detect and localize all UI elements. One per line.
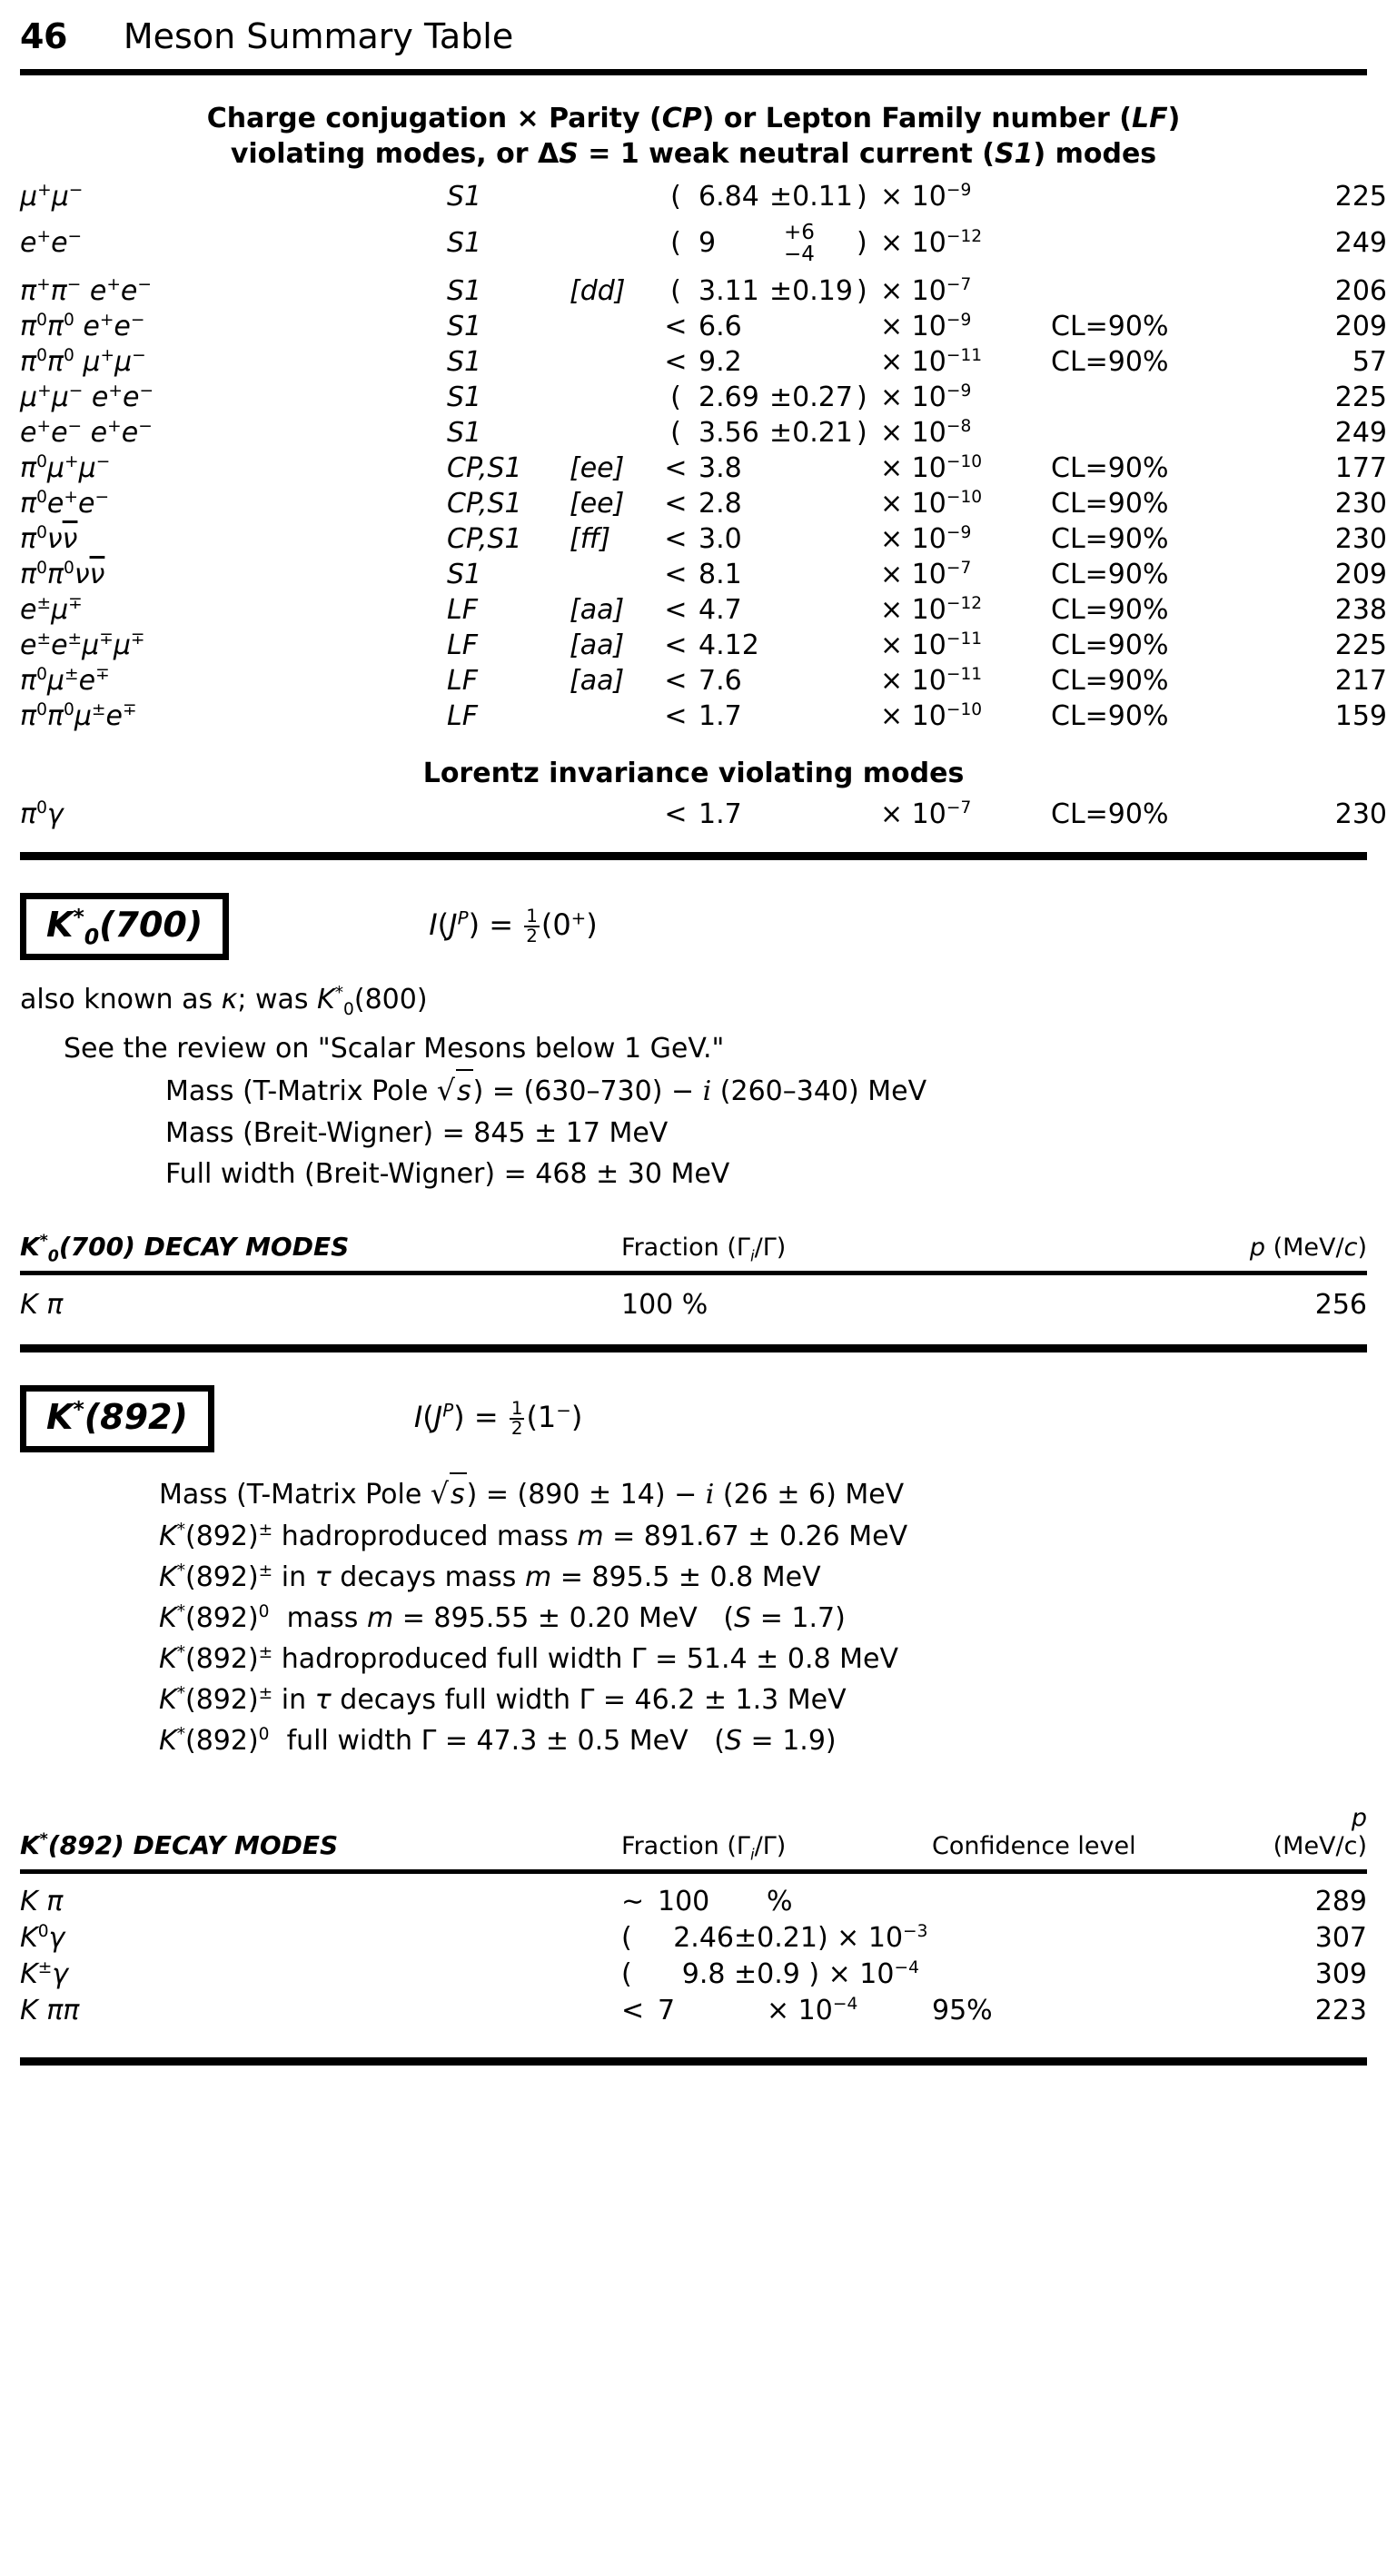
table-row xyxy=(0,663,1387,698)
property-mass-charged-tau: K*(892)± in τ decays mass m = 895.5 ± 0.8 MeV xyxy=(159,1561,821,1594)
table-row xyxy=(0,415,1387,451)
decay-mode: μ+μ− e+e− xyxy=(20,381,154,413)
mode-value: ( 6.84 ±0.11 ) × $10^{-9}$ xyxy=(670,181,972,213)
confidence-level: CL=90% xyxy=(1051,523,1169,555)
table-row xyxy=(0,1885,1387,1921)
column-header-momentum xyxy=(1205,1803,1387,1864)
momentum-value: 309 xyxy=(1314,1958,1367,1991)
table-row xyxy=(0,1288,1387,1324)
mode-bracket xyxy=(570,380,660,415)
mode-tag: S1 xyxy=(447,181,482,213)
decay-mode: $\pi^0\pi^0\nu\overline{\nu}$ xyxy=(20,559,105,590)
decay-mode: K π xyxy=(20,1289,64,1322)
property-mass-pole: Mass (T-Matrix Pole √s) = (630–730) − i (260–340) MeV xyxy=(64,1069,1387,1113)
mode-bracket xyxy=(570,557,660,592)
confidence-level: CL=90% xyxy=(1051,346,1169,378)
momentum-value: 209 xyxy=(1334,311,1387,342)
table-row xyxy=(0,628,1387,663)
k0star700-properties xyxy=(0,1028,1387,1194)
mode-tag: CP,S1 xyxy=(447,488,522,520)
confidence-level xyxy=(931,1885,1205,1921)
momentum-value: 230 xyxy=(1334,488,1387,520)
property-width-charged-hadro: K*(892)± hadroproduced full width Γ = 51.4 ± 0.8 MeV xyxy=(159,1643,898,1676)
mode-value: < $1.7 \times 10^{-10}$ xyxy=(664,700,983,732)
particle-name-box: $K^*_0(700)$ xyxy=(20,893,229,960)
momentum-value: 230 xyxy=(1334,798,1387,830)
mode-bracket xyxy=(570,309,660,344)
table-row xyxy=(0,1921,1387,1957)
table-row xyxy=(0,214,1387,267)
table-row xyxy=(0,380,1387,415)
cp-lf-section-heading: Charge conjugation × Parity (CP) or Lepton Family number (LF) violating modes, or ΔS = 1 weak neutral current (S1) modes xyxy=(206,103,1181,170)
property-width-bw: Full width (Breit-Wigner) = 468 ± 30 MeV xyxy=(165,1158,730,1191)
confidence-level: CL=90% xyxy=(1051,488,1169,520)
column-header-fraction: Fraction $(\Gamma_i/\Gamma)$ xyxy=(621,1832,787,1864)
table-row xyxy=(0,521,1387,557)
momentum-value: 177 xyxy=(1334,452,1387,484)
page-title: Meson Summary Table xyxy=(123,16,514,56)
confidence-level xyxy=(1051,214,1260,267)
mode-value: < $1.7 \times 10^{-7}$ xyxy=(664,798,972,830)
confidence-level: CL=90% xyxy=(1051,798,1169,830)
momentum-value: 159 xyxy=(1334,700,1387,732)
table-row xyxy=(0,179,1387,214)
column-header-decay-modes: $K^*_0(700)$ DECAY MODES xyxy=(20,1232,350,1266)
confidence-level: CL=90% xyxy=(1051,311,1169,342)
decay-mode: $\pi^0\mu^\pm e^\mp$ xyxy=(20,665,110,697)
mode-value: ( 3.56 ±0.21 ) × $10^{-8}$ xyxy=(670,417,972,449)
mode-value: < $2.8 \times 10^{-10}$ xyxy=(664,488,983,520)
k0star700-decay-table xyxy=(0,1288,1387,1324)
decay-mode: K±γ xyxy=(20,1958,69,1991)
quantum-numbers: $I(J^P)$ = $\frac{1}{2}$ (0+) xyxy=(429,906,598,947)
mode-tag xyxy=(447,797,570,832)
table-header-row xyxy=(0,1803,1387,1864)
mode-value: < $3.8 \times 10^{-10}$ xyxy=(664,452,983,484)
mode-bracket: [ee] xyxy=(570,452,625,484)
confidence-level: CL=90% xyxy=(1051,700,1169,732)
mode-bracket xyxy=(570,214,660,267)
momentum-value: 289 xyxy=(1314,1886,1367,1918)
confidence-level: CL=90% xyxy=(1051,665,1169,697)
decay-mode: π+π− e+e− xyxy=(20,275,152,307)
section-divider-rule-2 xyxy=(20,1344,1367,1352)
mode-bracket xyxy=(570,797,660,832)
table-row xyxy=(0,344,1387,380)
confidence-level xyxy=(1051,380,1260,415)
mode-bracket xyxy=(570,698,660,734)
confidence-level: CL=90% xyxy=(1051,629,1169,661)
table-header-rule-2 xyxy=(20,1869,1367,1874)
momentum-value: 225 xyxy=(1334,381,1387,413)
mode-tag: LF xyxy=(447,594,478,626)
particle-header-k0star700 xyxy=(0,893,1387,960)
momentum-value: 217 xyxy=(1334,665,1387,697)
property-mass-charged-hadro: K*(892)± hadroproduced mass m = 891.67 ± 0.26 MeV xyxy=(159,1521,908,1553)
mode-bracket: [dd] xyxy=(570,275,626,307)
mode-bracket: [ff] xyxy=(570,523,611,555)
momentum-value: 238 xyxy=(1334,594,1387,626)
table-row xyxy=(0,797,1387,832)
confidence-level: CL=90% xyxy=(1051,452,1169,484)
decay-mode: e+e− e+e− xyxy=(20,417,153,449)
confidence-level xyxy=(1051,179,1260,214)
property-mass-bw: Mass (Breit-Wigner) = 845 ± 17 MeV xyxy=(165,1117,669,1150)
k0star700-decay-table-header xyxy=(0,1231,1387,1265)
fraction-value: 100 % xyxy=(621,1289,708,1322)
momentum-value: 307 xyxy=(1314,1922,1367,1955)
mode-value: ( 3.11 ±0.19 ) × $10^{-7}$ xyxy=(670,275,972,307)
review-note: See the review on "Scalar Mesons below 1 GeV." xyxy=(64,1032,725,1065)
confidence-level: CL=90% xyxy=(1051,559,1169,590)
confidence-level xyxy=(1051,415,1260,451)
property-mass-pole: Mass (T-Matrix Pole √s) = (890 ± 14) − i (26 ± 6) MeV xyxy=(159,1472,1387,1516)
particle-name-box: K*(892) xyxy=(20,1385,214,1452)
alias-note: also known as κ; was $K^*_0(800)$ xyxy=(20,983,428,1019)
momentum-value: 225 xyxy=(1334,629,1387,661)
confidence-level xyxy=(931,1921,1205,1957)
column-header-decay-modes: K*(892) DECAY MODES xyxy=(20,1830,339,1861)
confidence-level xyxy=(1051,267,1260,309)
mode-bracket: [aa] xyxy=(570,594,625,626)
property-width-charged-tau: K*(892)± in τ decays full width Γ = 46.2 ± 1.3 MeV xyxy=(159,1684,847,1717)
mode-tag: S1 xyxy=(447,417,482,449)
table-row xyxy=(0,451,1387,486)
table-row xyxy=(0,557,1387,592)
momentum-value: 249 xyxy=(1334,227,1387,259)
mode-bracket xyxy=(570,179,660,214)
property-mass-neutral: $K^*(892)^0$ mass m = 895.55 ± 0.20 MeV (S = 1.7) xyxy=(159,1602,846,1635)
mode-tag: S1 xyxy=(447,346,482,378)
mode-value: < $9.2 \times 10^{-11}$ xyxy=(664,346,983,378)
property-width-neutral: $K^*(892)^0$ full width Γ = 47.3 ± 0.5 MeV (S = 1.9) xyxy=(159,1725,837,1758)
mode-value: < $7.6 \times 10^{-11}$ xyxy=(664,665,983,697)
table-row xyxy=(0,267,1387,309)
table-header-rule xyxy=(20,1271,1367,1275)
momentum-value: 256 xyxy=(1314,1289,1367,1322)
momentum-value: 206 xyxy=(1334,275,1387,307)
column-header-fraction: Fraction $(\Gamma_i/\Gamma)$ xyxy=(621,1234,787,1265)
mode-value: < $8.1 \times 10^{-7}$ xyxy=(664,559,972,590)
confidence-level: CL=90% xyxy=(1051,594,1169,626)
mode-value: ( 9 +6 −4 ) × $10^{-12}$ xyxy=(670,221,983,266)
fraction-value: ( $2.46\pm 0.21) \times 10^{-3}$ xyxy=(621,1922,928,1955)
table-row xyxy=(0,698,1387,734)
cp-lf-decay-table xyxy=(0,179,1387,734)
footer-rule xyxy=(20,2057,1367,2066)
mode-tag: CP,S1 xyxy=(447,452,522,484)
k892-decay-table-header xyxy=(0,1803,1387,1864)
k892-properties xyxy=(0,1472,1387,1761)
fraction-value: ∼ 100 % xyxy=(621,1886,793,1918)
fraction-value: < $7 \times 10^{-4}$ xyxy=(621,1995,858,2027)
decay-mode: $\pi^0\nu\overline{\nu}$ xyxy=(20,523,78,555)
decay-mode: K ππ xyxy=(20,1995,80,2027)
mode-bracket xyxy=(570,415,660,451)
mode-value: ( 2.69 ±0.27 ) × $10^{-9}$ xyxy=(670,381,972,413)
mode-tag: LF xyxy=(447,700,478,732)
section-divider-rule xyxy=(20,852,1367,860)
decay-mode: e±e±μ∓μ∓ xyxy=(20,629,145,661)
momentum-value: 57 xyxy=(1352,346,1387,378)
decay-mode: $K^0\gamma$ xyxy=(20,1922,65,1955)
mode-tag: LF xyxy=(447,665,478,697)
mode-value: < $4.7 \times 10^{-12}$ xyxy=(664,594,983,626)
decay-mode: $\pi^0\gamma$ xyxy=(20,798,64,830)
column-header-confidence: Confidence level xyxy=(932,1832,1136,1861)
decay-mode: $\pi^0e^+e^-$ xyxy=(20,488,110,520)
mode-bracket: [aa] xyxy=(570,665,625,697)
mode-bracket xyxy=(570,344,660,380)
table-row xyxy=(0,1957,1387,1994)
mode-tag: S1 xyxy=(447,559,482,590)
column-header-momentum: p (MeV/c) xyxy=(1249,1234,1367,1263)
lorentz-section-heading: Lorentz invariance violating modes xyxy=(422,758,965,789)
table-header-row xyxy=(0,1231,1387,1265)
decay-mode: $\pi^0\pi^0$ μ+μ− xyxy=(20,346,146,378)
mode-bracket: [aa] xyxy=(570,629,625,661)
k892-decay-table xyxy=(0,1885,1387,2030)
decay-mode: e±μ∓ xyxy=(20,594,83,626)
confidence-level xyxy=(931,1957,1205,1994)
page-number: 46 xyxy=(20,16,67,56)
momentum-unit: (MeV/c) xyxy=(1273,1832,1367,1861)
page-header xyxy=(0,0,1387,56)
decay-mode: e+e− xyxy=(20,227,83,259)
lorentz-decay-table xyxy=(0,797,1387,832)
header-rule xyxy=(20,69,1367,75)
table-row xyxy=(0,1994,1387,2030)
particle-header-k892 xyxy=(0,1385,1387,1452)
mode-bracket: [ee] xyxy=(570,488,625,520)
decay-mode: $\pi^0\mu^+\mu^-$ xyxy=(20,452,111,484)
mode-tag: S1 xyxy=(447,381,482,413)
momentum-value: 209 xyxy=(1334,559,1387,590)
mode-value: < $6.6 \times 10^{-9}$ xyxy=(664,311,972,342)
mode-tag: LF xyxy=(447,629,478,661)
fraction-value: ( 9.8 ±0.9 ) × $10^{-4}$ xyxy=(621,1958,919,1991)
momentum-value: 230 xyxy=(1334,523,1387,555)
mode-tag: S1 xyxy=(447,311,482,342)
confidence-level: 95% xyxy=(932,1995,993,2027)
quantum-numbers: $I(J^P)$ = $\frac{1}{2}$ (1−) xyxy=(413,1398,583,1440)
decay-mode: μ+μ− xyxy=(20,181,84,213)
mode-tag: CP,S1 xyxy=(447,523,522,555)
momentum-value: 223 xyxy=(1314,1995,1367,2027)
decay-mode: K π xyxy=(20,1886,64,1918)
mode-tag: S1 xyxy=(447,227,482,259)
momentum-value: 225 xyxy=(1334,181,1387,213)
mode-tag: S1 xyxy=(447,275,482,307)
table-row xyxy=(0,309,1387,344)
momentum-symbol: p xyxy=(1351,1804,1367,1833)
table-row xyxy=(0,486,1387,521)
momentum-value: 249 xyxy=(1334,417,1387,449)
decay-mode: $\pi^0\pi^0$ e+e− xyxy=(20,311,145,342)
mode-value: < $3.0 \times 10^{-9}$ xyxy=(664,523,972,555)
decay-mode: $\pi^0\pi^0\mu^\pm e^\mp$ xyxy=(20,700,137,732)
mode-value: < $4.12 \times 10^{-11}$ xyxy=(664,629,983,661)
table-row xyxy=(0,592,1387,628)
